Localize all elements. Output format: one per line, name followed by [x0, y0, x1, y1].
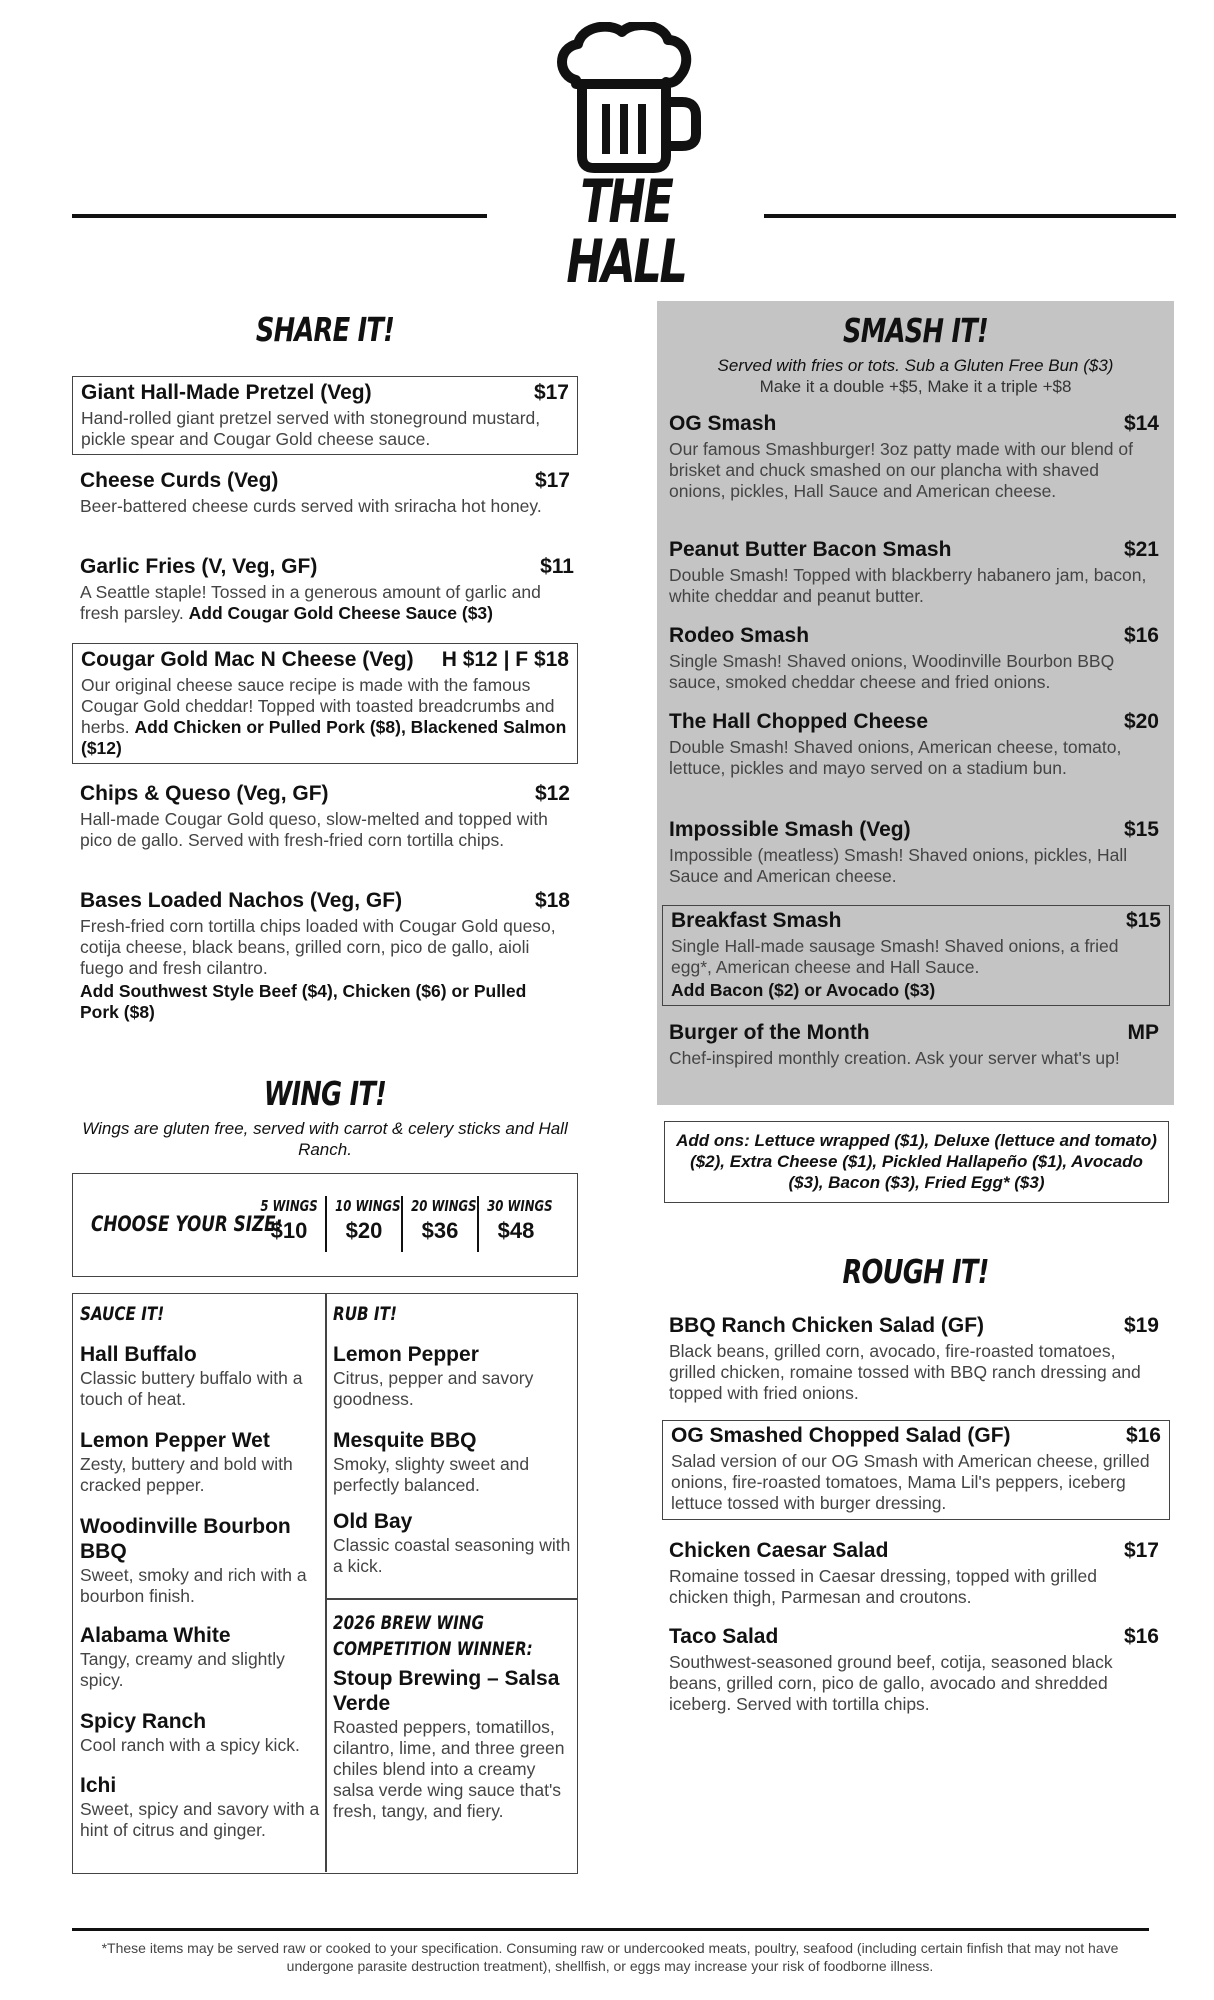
- flavor-desc: Tangy, creamy and slightly spicy.: [80, 1649, 285, 1690]
- item-price: $20: [1123, 710, 1159, 733]
- menu-item: [669, 623, 1159, 693]
- flavor-name: Alabama White: [80, 1624, 231, 1647]
- item-desc: Romaine tossed in Caesar dressing, topped with grilled chicken thigh, Parmesan and croutons.: [669, 1566, 1098, 1607]
- flavor-desc: Classic coastal seasoning with a kick.: [333, 1535, 571, 1576]
- size-label: 10 WINGS: [335, 1197, 401, 1215]
- wing-note: Wings are gluten free, served with carrot & celery sticks and Hall Ranch.: [82, 1119, 568, 1159]
- item-desc: Impossible (meatless) Smash! Shaved onions, pickles, Hall Sauce and American cheese.: [669, 845, 1128, 886]
- flavor-item: [80, 1342, 320, 1410]
- sauce-rub-box: [72, 1293, 578, 1874]
- item-desc: Hand-rolled giant pretzel served with stoneground mustard, pickle spear and Cougar Gold cheese sauce.: [81, 408, 541, 449]
- item-price: $17: [1123, 1539, 1159, 1562]
- flavor-item: [80, 1623, 320, 1691]
- item-name: Impossible Smash (Veg): [669, 818, 911, 841]
- item-desc: Our original cheese sauce recipe is made with the famous Cougar Gold cheddar! Topped with toasted breadcrumbs and herbs.: [81, 675, 555, 737]
- size-price: $36: [421, 1218, 459, 1243]
- item-name: Garlic Fries (V, Veg, GF): [80, 555, 318, 578]
- flavor-desc: Classic buttery buffalo with a touch of heat.: [80, 1368, 303, 1409]
- item-name: BBQ Ranch Chicken Salad (GF): [669, 1314, 985, 1337]
- footer-rule: [72, 1928, 1149, 1931]
- winner-heading: 2026 BREW WING COMPETITION WINNER:: [333, 1612, 533, 1660]
- item-name: Burger of the Month: [669, 1021, 870, 1044]
- size-label: 30 WINGS: [487, 1197, 553, 1215]
- sauce-heading: SAUCE IT!: [80, 1303, 165, 1325]
- menu-item: [80, 554, 574, 624]
- size-price: $20: [345, 1218, 383, 1243]
- menu-item: [669, 1020, 1159, 1069]
- menu-item: [669, 411, 1159, 502]
- item-name: Cheese Curds (Veg): [80, 469, 279, 492]
- item-name: Taco Salad: [669, 1625, 779, 1648]
- size-price: $48: [497, 1218, 535, 1243]
- flavor-name: Spicy Ranch: [80, 1710, 207, 1733]
- smash-note: Served with fries or tots. Sub a Gluten Free Bun ($3): [717, 356, 1114, 375]
- item-name: Breakfast Smash: [671, 909, 842, 932]
- flavor-item: [333, 1342, 571, 1410]
- menu-item: [669, 1538, 1159, 1608]
- flavor-desc: Zesty, buttery and bold with cracked pepper.: [80, 1454, 293, 1495]
- item-name: OG Smashed Chopped Salad (GF): [671, 1424, 1011, 1447]
- item-name: Bases Loaded Nachos (Veg, GF): [80, 889, 403, 912]
- section-title-share: SHARE IT!: [255, 310, 395, 349]
- section-title-wing: WING IT!: [263, 1074, 387, 1113]
- flavor-item: [333, 1509, 571, 1577]
- wing-size-option: [479, 1196, 553, 1246]
- item-desc: Chef-inspired monthly creation. Ask your server what's up!: [669, 1048, 1120, 1068]
- choose-size-label: CHOOSE YOUR SIZE:: [91, 1212, 283, 1236]
- item-addon: Add Southwest Style Beef ($4), Chicken ($6) or Pulled Pork ($8): [80, 981, 527, 1022]
- item-desc: Southwest-seasoned ground beef, cotija, seasoned black beans, grilled corn, pico de gallo, avocado and shredded iceberg. Served with tortilla chips.: [669, 1652, 1113, 1714]
- flavor-name: Lemon Pepper Wet: [80, 1429, 270, 1452]
- flavor-desc: Roasted peppers, tomatillos, cilantro, lime, and three green chiles blend into a creamy salsa verde wing sauce that's fresh, tangy, and fiery.: [333, 1717, 565, 1821]
- menu-item: [669, 537, 1159, 607]
- item-price: $11: [540, 555, 574, 578]
- wing-size-option: [403, 1196, 477, 1246]
- flavor-item: [80, 1709, 324, 1756]
- flavor-item: [333, 1428, 571, 1496]
- item-price: $17: [533, 381, 569, 404]
- item-desc: Fresh-fried corn tortilla chips loaded with Cougar Gold queso, cotija cheese, black beans, grilled corn, pico de gallo, aioli fuego and fresh cilantro.: [80, 916, 556, 978]
- disclaimer: *These items may be served raw or cooked to your specification. Consuming raw or undercooked meats, poultry, seafood (including certain finfish that may not have undergone parasite destruction treatment), shellfish, or eggs may increase your risk of foodborne illness.: [101, 1940, 1119, 1974]
- flavor-desc: Sweet, spicy and savory with a hint of citrus and ginger.: [80, 1799, 320, 1840]
- wing-size-option: [252, 1196, 326, 1246]
- menu-item: [80, 888, 570, 1023]
- wing-size-option: [327, 1196, 401, 1246]
- item-price: $16: [1123, 1625, 1159, 1648]
- item-desc: Beer-battered cheese curds served with sriracha hot honey.: [80, 496, 542, 516]
- wing-size-box: [72, 1173, 578, 1277]
- item-desc: Our famous Smashburger! 3oz patty made with our blend of brisket and chuck smashed on our plancha with shaved onions, pickles, Hall Sauce and American cheese.: [669, 439, 1133, 501]
- item-name: OG Smash: [669, 412, 777, 435]
- item-desc: Black beans, grilled corn, avocado, fire-roasted tomatoes, grilled chicken, romaine tossed with BBQ ranch dressing and topped with fried onions.: [669, 1341, 1141, 1403]
- flavor-desc: Citrus, pepper and savory goodness.: [333, 1368, 534, 1409]
- flavor-item: [80, 1773, 320, 1841]
- item-price: $15: [1123, 818, 1159, 841]
- item-desc: Salad version of our OG Smash with American cheese, grilled onions, fire-roasted tomatoes, Mama Lil's peppers, iceberg lettuce tossed with burger dressing.: [671, 1451, 1150, 1513]
- rub-heading: RUB IT!: [333, 1303, 397, 1325]
- size-label: 5 WINGS: [260, 1197, 318, 1215]
- item-addon: Add Cougar Gold Cheese Sauce ($3): [188, 603, 493, 623]
- item-addon: Add Bacon ($2) or Avocado ($3): [671, 980, 936, 1000]
- header-rule-right: [764, 214, 1176, 218]
- item-price: $16: [1123, 624, 1159, 647]
- menu-item: [669, 1313, 1159, 1404]
- item-price: $18: [534, 889, 570, 912]
- item-name: Chips & Queso (Veg, GF): [80, 782, 329, 805]
- flavor-name: Lemon Pepper: [333, 1343, 479, 1366]
- section-title-rough: ROUGH IT!: [842, 1252, 989, 1291]
- section-title-smash: SMASH IT!: [843, 311, 988, 350]
- item-price: MP: [1127, 1021, 1159, 1044]
- flavor-name: Ichi: [80, 1774, 117, 1797]
- item-desc: Single Smash! Shaved onions, Woodinville Bourbon BBQ sauce, smoked cheddar cheese and fried onions.: [669, 651, 1115, 692]
- column-divider: [325, 1294, 327, 1872]
- flavor-name: Woodinville Bourbon BBQ: [80, 1515, 291, 1563]
- flavor-name: Stoup Brewing – Salsa Verde: [333, 1667, 560, 1715]
- item-name: Peanut Butter Bacon Smash: [669, 538, 952, 561]
- item-desc: Hall-made Cougar Gold queso, slow-melted and topped with pico de gallo. Served with fresh-fried corn tortilla chips.: [80, 809, 548, 850]
- addons-box: Add ons: Lettuce wrapped ($1), Deluxe (lettuce and tomato) ($2), Extra Cheese ($1), Pickled Hallapeño ($1), Avocado ($3), Bacon ($3), Fried Egg* ($3): [664, 1121, 1169, 1203]
- menu-item: [80, 468, 570, 517]
- header-rule-left: [72, 214, 487, 218]
- smash-upgrade-note: Make it a double +$5, Make it a triple +$8: [759, 377, 1072, 396]
- item-desc: Double Smash! Topped with blackberry habanero jam, bacon, white cheddar and peanut butter.: [669, 565, 1147, 606]
- flavor-desc: Cool ranch with a spicy kick.: [80, 1735, 300, 1755]
- size-price: $10: [270, 1218, 308, 1243]
- beer-mug-icon: [554, 22, 704, 174]
- menu-item: [662, 1420, 1170, 1520]
- item-name: Chicken Caesar Salad: [669, 1539, 889, 1562]
- item-name: Cougar Gold Mac N Cheese (Veg): [81, 648, 414, 671]
- item-desc: Single Hall-made sausage Smash! Shaved onions, a fried egg*, American cheese and Hall Sauce.: [671, 936, 1119, 977]
- menu-item: [72, 376, 578, 455]
- item-price: $17: [534, 469, 570, 492]
- menu-item: [669, 817, 1159, 887]
- item-addon: Add Chicken or Pulled Pork ($8), Blackened Salmon ($12): [81, 717, 567, 758]
- menu-item: [80, 781, 570, 851]
- item-price: $19: [1123, 1314, 1159, 1337]
- item-price: $16: [1125, 1424, 1161, 1447]
- size-label: 20 WINGS: [411, 1197, 477, 1215]
- flavor-name: Old Bay: [333, 1510, 413, 1533]
- flavor-name: Mesquite BBQ: [333, 1429, 477, 1452]
- item-price: $14: [1123, 412, 1159, 435]
- item-name: The Hall Chopped Cheese: [669, 710, 929, 733]
- menu-item: [662, 905, 1170, 1006]
- item-price: $15: [1125, 909, 1161, 932]
- item-price: $21: [1123, 538, 1159, 561]
- flavor-item: [80, 1428, 320, 1496]
- flavor-desc: Smoky, slighty sweet and perfectly balanced.: [333, 1454, 530, 1495]
- menu-item: [669, 709, 1159, 779]
- menu-item: [72, 643, 578, 764]
- item-price: $12: [534, 782, 570, 805]
- item-desc: A Seattle staple! Tossed in a generous amount of garlic and fresh parsley.: [80, 582, 541, 623]
- winner-divider: [325, 1598, 577, 1600]
- item-desc: Double Smash! Shaved onions, American cheese, tomato, lettuce, pickles and mayo served on a stadium bun.: [669, 737, 1122, 778]
- winner-item: [333, 1666, 571, 1822]
- item-name: Rodeo Smash: [669, 624, 810, 647]
- flavor-desc: Sweet, smoky and rich with a bourbon finish.: [80, 1565, 307, 1606]
- flavor-name: Hall Buffalo: [80, 1343, 197, 1366]
- item-price: H $12 | F $18: [441, 648, 569, 671]
- item-name: Giant Hall-Made Pretzel (Veg): [81, 381, 372, 404]
- menu-item: [669, 1624, 1159, 1715]
- page-title: THE HALL: [566, 167, 686, 297]
- flavor-item: [80, 1514, 320, 1607]
